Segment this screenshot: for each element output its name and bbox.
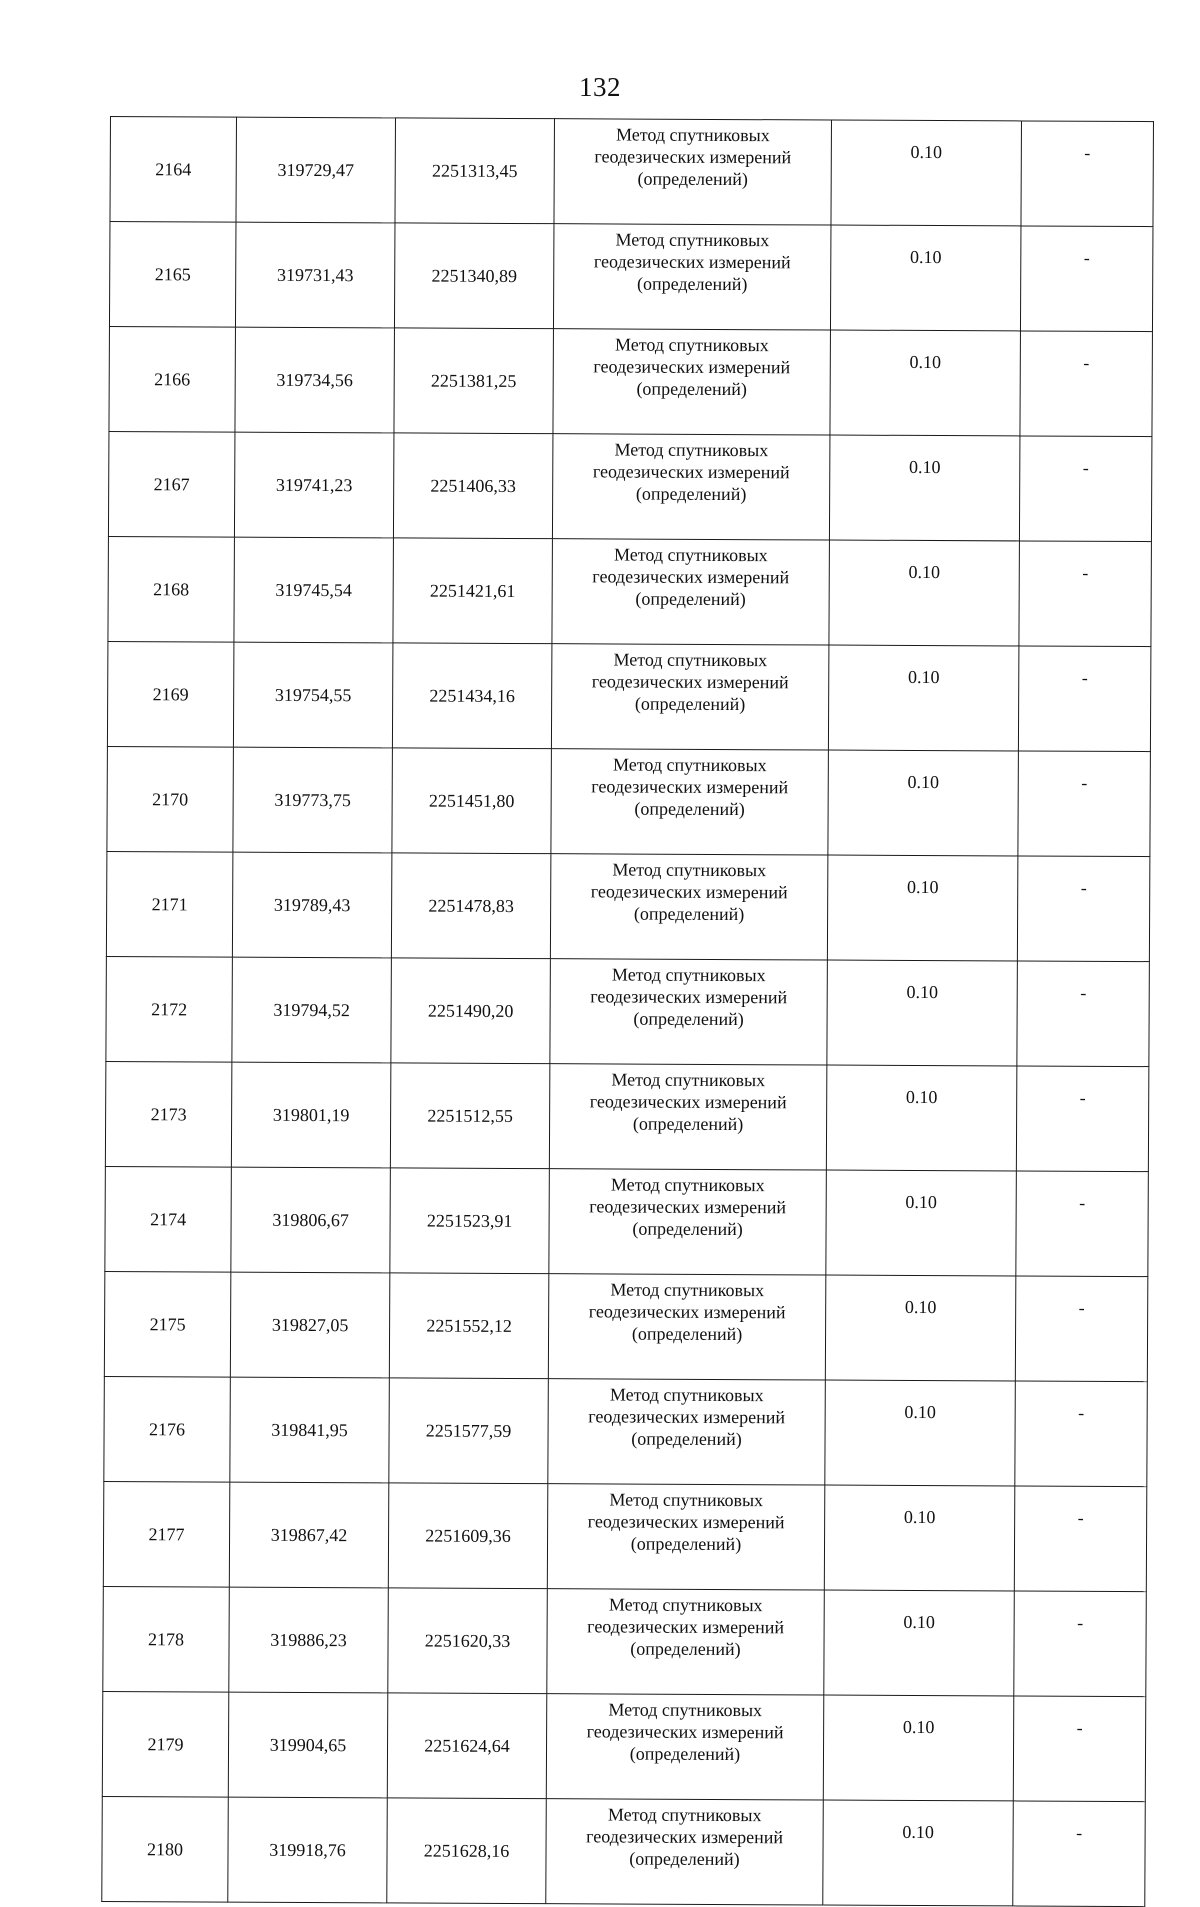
table-row — [103, 1586, 1147, 1696]
note-cell: - — [1014, 1486, 1147, 1592]
method-text-line: Метод спутниковых — [612, 754, 767, 776]
method-text-line: Метод спутниковых — [607, 1804, 762, 1826]
accuracy-cell: 0.10 — [830, 330, 1021, 436]
method-text-line: геодезических измерений — [591, 776, 789, 798]
method-text-line: геодезических измерений — [588, 1406, 786, 1428]
y-coordinate-cell: 2251313,45 — [395, 118, 555, 224]
table-row — [103, 1481, 1147, 1591]
method-text-line: Метод спутниковых — [614, 334, 769, 356]
note-cell: - — [1020, 331, 1153, 437]
table-body — [102, 117, 1154, 1907]
x-coordinate-cell: 319734,56 — [235, 327, 395, 433]
accuracy-cell: 0.10 — [824, 1590, 1015, 1696]
method-text-line: геодезических измерений — [589, 1196, 787, 1218]
accuracy-cell: 0.10 — [829, 540, 1020, 646]
point-number-cell: 2174 — [105, 1166, 232, 1272]
method-cell — [550, 854, 828, 960]
method-text-line: (определений) — [634, 798, 745, 820]
method-text-line: геодезических измерений — [590, 881, 788, 903]
method-text-line: (определений) — [634, 693, 746, 715]
point-number-cell: 2179 — [102, 1691, 229, 1797]
method-cell — [552, 539, 830, 645]
y-coordinate-cell: 2251478,83 — [391, 853, 551, 959]
y-coordinate-cell: 2251421,61 — [393, 538, 553, 644]
y-coordinate-cell: 2251628,16 — [387, 1798, 547, 1904]
method-text-line: (определений) — [632, 1113, 744, 1135]
accuracy-cell: 0.10 — [826, 1170, 1017, 1276]
method-text-line: (определений) — [629, 1848, 740, 1870]
y-coordinate-cell: 2251577,59 — [389, 1378, 549, 1484]
table-row — [102, 1691, 1146, 1801]
note-cell: - — [1013, 1801, 1146, 1907]
note-cell: - — [1019, 436, 1152, 542]
x-coordinate-cell: 319806,67 — [231, 1167, 391, 1273]
x-coordinate-cell: 319773,75 — [233, 747, 393, 853]
method-cell — [550, 959, 828, 1065]
method-text-line: (определений) — [633, 1008, 744, 1030]
table-row — [104, 1376, 1148, 1486]
method-text-line: Метод спутниковых — [608, 1699, 763, 1721]
note-cell: - — [1016, 1171, 1149, 1277]
point-number-cell: 2166 — [109, 326, 236, 432]
method-text-line: (определений) — [629, 1743, 741, 1765]
accuracy-cell: 0.10 — [829, 435, 1020, 541]
table-row — [110, 117, 1154, 227]
table-row — [106, 851, 1150, 961]
note-cell: - — [1014, 1591, 1147, 1697]
point-number-cell: 2165 — [109, 222, 236, 328]
point-number-cell: 2180 — [102, 1796, 229, 1902]
table-row — [105, 1061, 1149, 1171]
method-text-line: геодезических измерений — [591, 671, 789, 693]
accuracy-cell: 0.10 — [828, 750, 1019, 856]
y-coordinate-cell: 2251451,80 — [392, 748, 552, 854]
note-cell: - — [1018, 646, 1151, 752]
x-coordinate-cell: 319789,43 — [232, 852, 392, 958]
y-coordinate-cell: 2251523,91 — [390, 1168, 550, 1274]
accuracy-cell: 0.10 — [825, 1275, 1016, 1381]
method-text-line: Метод спутниковых — [613, 649, 768, 671]
table-row — [108, 431, 1152, 541]
x-coordinate-cell: 319731,43 — [235, 222, 395, 328]
x-coordinate-cell: 319918,76 — [228, 1797, 388, 1903]
table-row — [107, 641, 1151, 751]
note-cell: - — [1015, 1276, 1148, 1382]
method-text-line: геодезических измерений — [593, 251, 791, 273]
method-text-line: геодезических измерений — [593, 356, 791, 378]
y-coordinate-cell: 2251552,12 — [389, 1273, 549, 1379]
accuracy-cell: 0.10 — [823, 1695, 1014, 1801]
method-text-line: Метод спутниковых — [615, 229, 770, 251]
point-number-cell: 2172 — [106, 956, 233, 1062]
method-text-line: Метод спутниковых — [612, 859, 767, 881]
accuracy-cell: 0.10 — [830, 225, 1021, 331]
table-row — [104, 1271, 1148, 1381]
x-coordinate-cell: 319841,95 — [230, 1377, 390, 1483]
method-text-line: (определений) — [630, 1638, 741, 1660]
point-number-cell: 2178 — [103, 1586, 230, 1692]
method-cell — [554, 119, 832, 225]
method-text-line: геодезических измерений — [594, 146, 792, 168]
x-coordinate-cell: 319827,05 — [230, 1272, 390, 1378]
x-coordinate-cell: 319729,47 — [236, 117, 396, 223]
method-text-line: геодезических измерений — [586, 1826, 784, 1848]
method-cell — [552, 434, 830, 540]
y-coordinate-cell: 2251434,16 — [392, 643, 552, 749]
method-text-line: геодезических измерений — [589, 1091, 787, 1113]
method-text-line: геодезических измерений — [587, 1511, 785, 1533]
method-text-line: (определений) — [632, 1218, 743, 1240]
method-cell — [546, 1694, 824, 1800]
accuracy-cell: 0.10 — [831, 120, 1022, 226]
x-coordinate-cell: 319867,42 — [229, 1482, 389, 1588]
x-coordinate-cell: 319754,55 — [233, 642, 393, 748]
table-row — [109, 326, 1153, 436]
point-number-cell: 2175 — [104, 1271, 231, 1377]
accuracy-cell: 0.10 — [824, 1485, 1015, 1591]
accuracy-cell: 0.10 — [825, 1380, 1016, 1486]
method-cell — [548, 1379, 826, 1485]
note-cell: - — [1013, 1696, 1146, 1802]
method-text-line: (определений) — [637, 168, 748, 190]
note-cell: - — [1019, 541, 1152, 647]
point-number-cell: 2176 — [104, 1376, 231, 1482]
method-text-line: Метод спутниковых — [610, 1279, 765, 1301]
note-cell: - — [1021, 121, 1154, 227]
method-text-line: (определений) — [636, 378, 747, 400]
y-coordinate-cell: 2251512,55 — [390, 1063, 550, 1169]
point-number-cell: 2171 — [106, 851, 233, 957]
method-cell — [548, 1274, 826, 1380]
y-coordinate-cell: 2251381,25 — [394, 328, 554, 434]
point-number-cell: 2177 — [103, 1481, 230, 1587]
table-row — [102, 1796, 1146, 1906]
note-cell: - — [1018, 751, 1151, 857]
method-text-line: Метод спутниковых — [609, 1489, 764, 1511]
method-text-line: Метод спутниковых — [609, 1384, 764, 1406]
method-cell — [546, 1799, 824, 1905]
point-number-cell: 2169 — [107, 641, 234, 747]
method-text-line: (определений) — [635, 588, 746, 610]
table-row — [108, 536, 1152, 646]
method-text-line: Метод спутниковых — [614, 439, 769, 461]
y-coordinate-cell: 2251620,33 — [388, 1588, 548, 1694]
x-coordinate-cell: 319886,23 — [229, 1587, 389, 1693]
method-cell — [549, 1169, 827, 1275]
y-coordinate-cell: 2251340,89 — [394, 223, 554, 329]
y-coordinate-cell: 2251609,36 — [388, 1483, 548, 1589]
x-coordinate-cell: 319745,54 — [234, 537, 394, 643]
note-cell: - — [1020, 226, 1153, 332]
note-cell: - — [1017, 856, 1150, 962]
method-cell — [551, 644, 829, 750]
method-text-line: геодезических измерений — [586, 1721, 784, 1743]
method-text-line: геодезических измерений — [588, 1301, 786, 1323]
method-text-line: Метод спутниковых — [616, 124, 770, 146]
point-number-cell: 2168 — [108, 536, 235, 642]
method-cell — [547, 1484, 825, 1590]
table-row — [107, 746, 1151, 856]
x-coordinate-cell: 319741,23 — [234, 432, 394, 538]
method-text-line: (определений) — [633, 903, 745, 925]
method-text-line: (определений) — [635, 483, 747, 505]
method-text-line: Метод спутниковых — [608, 1594, 763, 1616]
method-text-line: Метод спутниковых — [610, 1174, 765, 1196]
table-row — [109, 222, 1153, 332]
method-text-line: геодезических измерений — [590, 986, 788, 1008]
method-text-line: геодезических измерений — [592, 461, 790, 483]
method-text-line: Метод спутниковых — [611, 964, 766, 986]
x-coordinate-cell: 319904,65 — [228, 1692, 388, 1798]
accuracy-cell: 0.10 — [827, 855, 1018, 961]
coordinates-table — [101, 116, 1154, 1907]
method-cell — [547, 1589, 825, 1695]
method-text-line: геодезических измерений — [592, 566, 790, 588]
accuracy-cell: 0.10 — [827, 960, 1018, 1066]
method-text-line: (определений) — [631, 1323, 743, 1345]
method-cell — [551, 749, 829, 855]
method-text-line: Метод спутниковых — [613, 544, 768, 566]
method-cell — [549, 1064, 827, 1170]
method-cell — [553, 329, 831, 435]
y-coordinate-cell: 2251406,33 — [393, 433, 553, 539]
note-cell: - — [1017, 961, 1150, 1067]
method-text-line: геодезических измерений — [587, 1616, 785, 1638]
method-text-line: (определений) — [631, 1428, 742, 1450]
method-text-line: (определений) — [630, 1533, 742, 1555]
y-coordinate-cell: 2251490,20 — [391, 958, 551, 1064]
table-row — [105, 1166, 1149, 1276]
accuracy-cell: 0.10 — [826, 1065, 1017, 1171]
point-number-cell: 2167 — [108, 431, 235, 537]
point-number-cell: 2164 — [110, 117, 237, 223]
method-text-line: Метод спутниковых — [611, 1069, 766, 1091]
x-coordinate-cell: 319794,52 — [232, 957, 392, 1063]
accuracy-cell: 0.10 — [828, 645, 1019, 751]
method-text-line: (определений) — [636, 273, 748, 295]
point-number-cell: 2173 — [105, 1061, 232, 1167]
table-row — [106, 956, 1150, 1066]
accuracy-cell: 0.10 — [823, 1800, 1014, 1906]
y-coordinate-cell: 2251624,64 — [387, 1693, 547, 1799]
method-cell — [553, 224, 831, 330]
note-cell: - — [1015, 1381, 1148, 1487]
point-number-cell: 2170 — [107, 746, 234, 852]
note-cell: - — [1016, 1066, 1149, 1172]
x-coordinate-cell: 319801,19 — [231, 1062, 391, 1168]
page-number: 132 — [579, 72, 621, 102]
